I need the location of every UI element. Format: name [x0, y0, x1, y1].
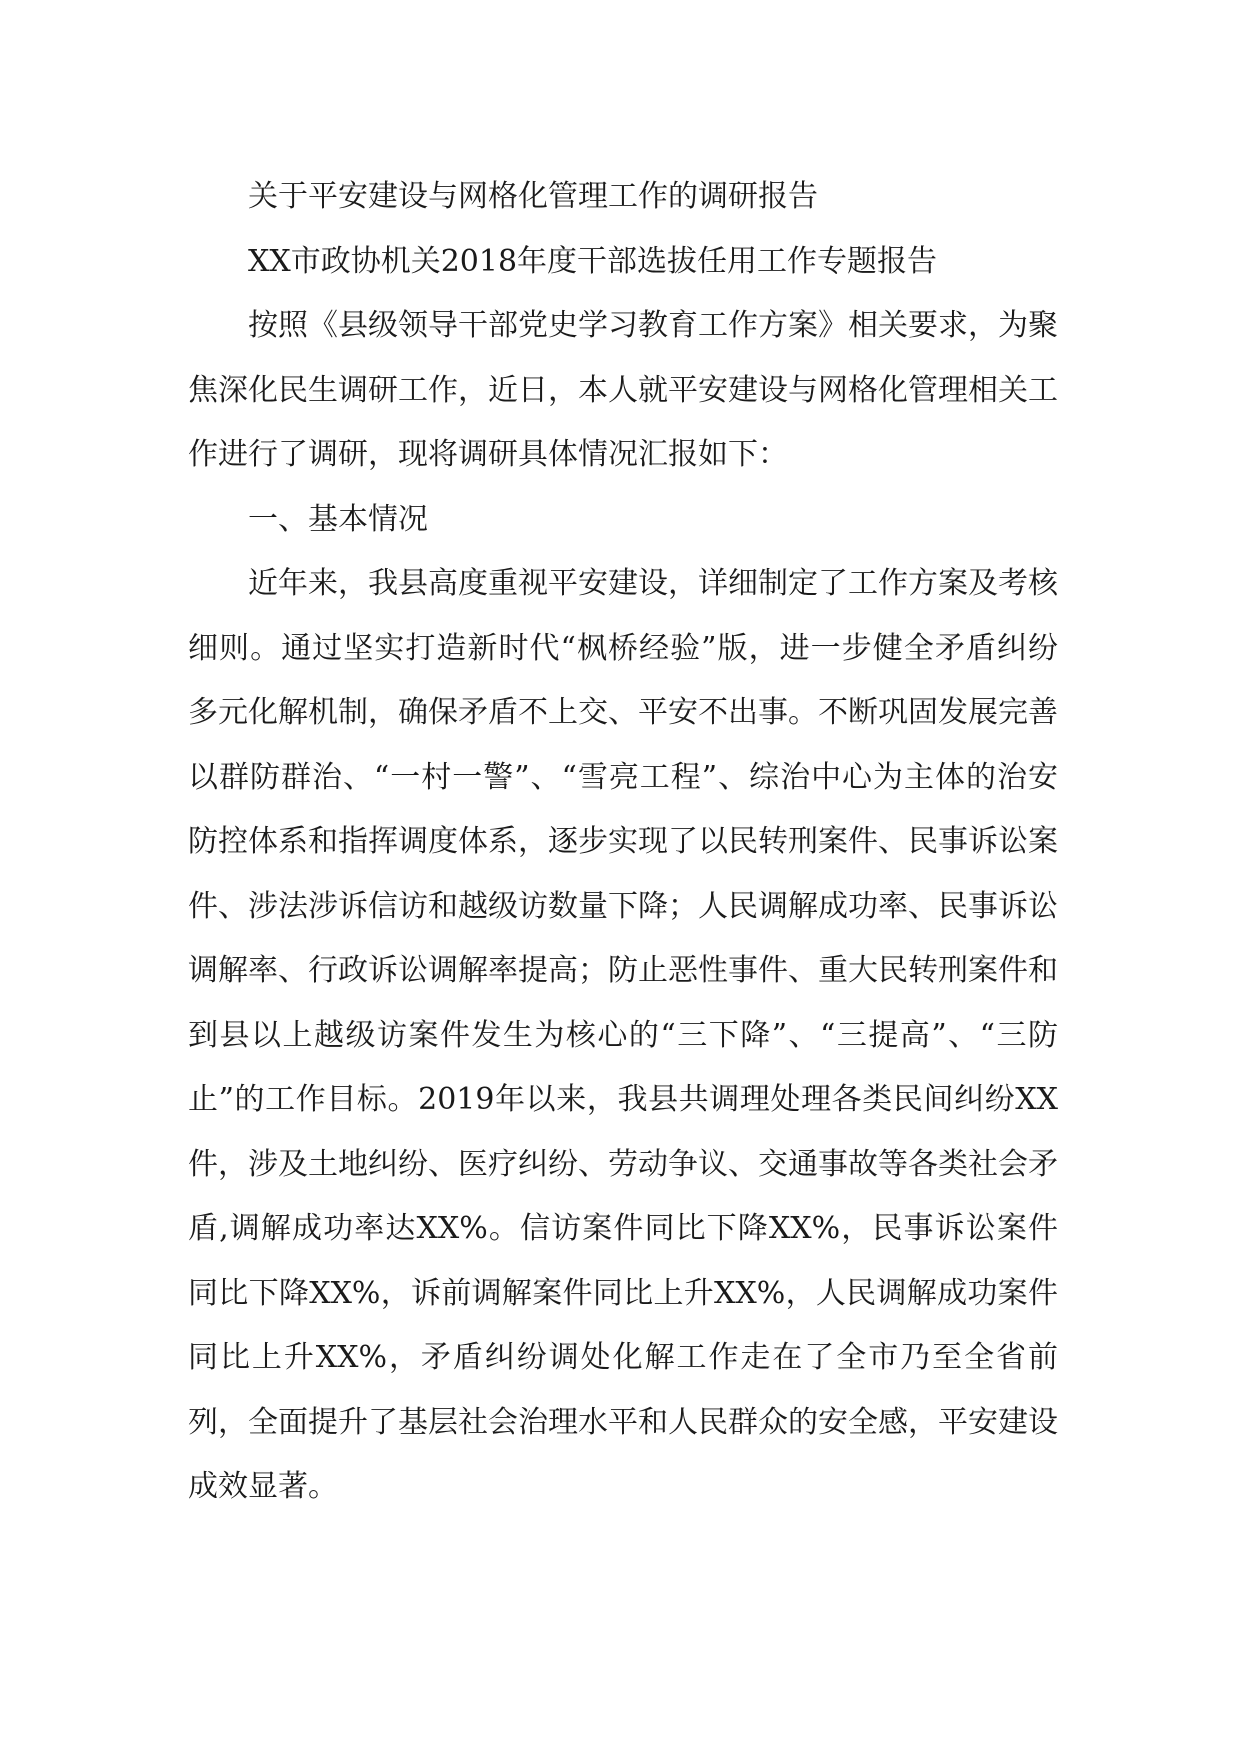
section-heading: 一、基本情况 [248, 501, 428, 537]
body-paragraph: 近年来，我县高度重视平安建设，详细制定了工作方案及考核细则。通过坚实打造新时代“枫桥经验”版，进一步健全矛盾纠纷多元化解机制，确保矛盾不上交、平安不出事。不断巩固发展完善以群防群治、“一村一警”、“雪亮工程”、综治中心为主体的治安防控体系和指挥调度体系，逐步实现了以民转刑案件、民事诉讼案件、涉法涉诉信访和越级访数量下降；人民调解成功率、民事诉讼调解率、行政诉讼调解率提高；防止恶性事件、重大民转刑案件和到县以上越级访案件发生为核心的“三下降”、“三提高”、“三防止”的工作目标。2019年以来，我县共调理处理各类民间纠纷XX件，涉及土地纠纷、医疗纠纷、劳动争议、交通事故等各类社会矛盾,调解成功率达XX%。信访案件同比下降XX%，民事诉讼案件同比下降XX%，诉前调解案件同比上升XX%，人民调解成功案件同比上升XX%，矛盾纠纷调处化解工作走在了全市乃至全省前列，全面提升了基层社会治理水平和人民群众的安全感，平安建设成效显著。 [188, 566, 1058, 1504]
document-subtitle: XX市政协机关2018年度干部选拔任用工作专题报告 [248, 243, 938, 279]
intro-paragraph: 按照《县级领导干部党史学习教育工作方案》相关要求，为聚焦深化民生调研工作，近日，本人就平安建设与网格化管理相关工作进行了调研，现将调研具体情况汇报如下： [188, 308, 1058, 472]
document-body [188, 165, 1058, 1520]
document-title: 关于平安建设与网格化管理工作的调研报告 [248, 179, 818, 214]
